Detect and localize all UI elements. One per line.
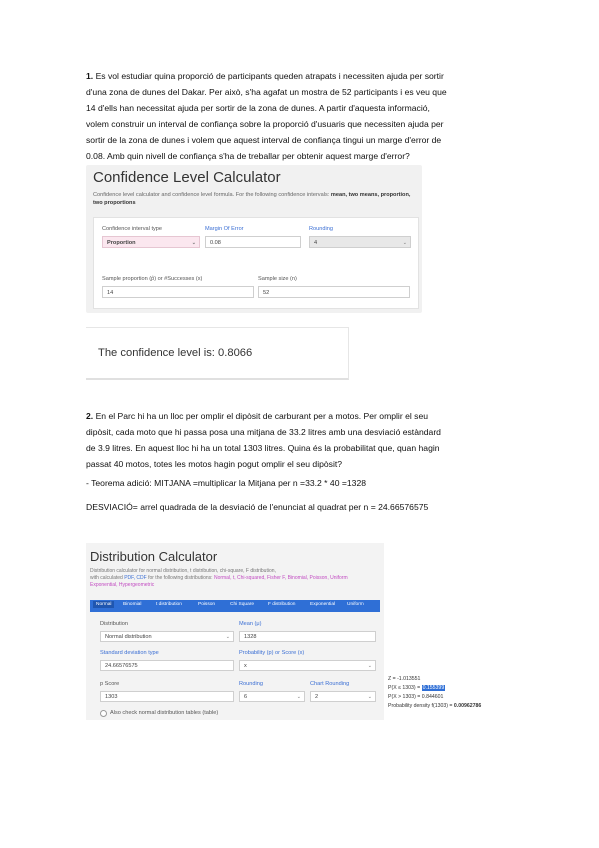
addition-theorem-note: - Teorema adició: MITJANA =multiplicar la Mitjana per n =33.2 * 40 =1328 bbox=[86, 478, 366, 488]
p-left-tail: P(X ≤ 1303) = 0.155399 bbox=[388, 685, 445, 691]
interval-type-label: Confidence interval type bbox=[102, 226, 163, 232]
sample-proportion-input[interactable]: 14 bbox=[102, 286, 254, 298]
tab-poisson[interactable]: Poisson bbox=[198, 602, 216, 607]
confidence-calculator-description: Confidence level calculator and confidence level formula. For the following confidence intervals: mean, two means, proportion, two proportions bbox=[93, 192, 411, 206]
tab-uniform[interactable]: Uniform bbox=[347, 602, 364, 607]
confidence-result-text: The confidence level is: 0.8066 bbox=[98, 347, 253, 359]
margin-of-error-input[interactable]: 0.08 bbox=[205, 236, 301, 248]
question-1-line: 0.08. Amb quin nivell de confiança s'ha de treballar per obtenir aquest marge d'error? bbox=[86, 151, 410, 161]
distribution-results bbox=[384, 672, 512, 716]
distribution-calculator bbox=[86, 543, 384, 720]
distribution-calculator-title: Distribution Calculator bbox=[90, 549, 218, 564]
chevron-down-icon: ⌄ bbox=[296, 694, 301, 700]
distributions-link-2[interactable]: Exponential, Hypergeometric bbox=[90, 582, 155, 588]
p-left-value: 0.155399 bbox=[422, 685, 445, 691]
question-1 bbox=[86, 68, 516, 164]
standard-deviation-input[interactable]: 24.66576575 bbox=[100, 660, 234, 671]
interval-type-select[interactable]: Proportion ⌄ bbox=[102, 236, 200, 248]
tab-normal[interactable]: Normal bbox=[93, 601, 114, 608]
distribution-tabs bbox=[90, 600, 380, 612]
confidence-input-panel bbox=[93, 217, 419, 309]
sample-size-label: Sample size (n) bbox=[258, 276, 297, 282]
question-2-line: dipòsit, cada moto que hi passa posa una mitjana de 33.2 litres amb una desviació estàndard bbox=[86, 427, 441, 437]
confidence-calculator-title: Confidence Level Calculator bbox=[93, 169, 281, 186]
rounding-label: Rounding bbox=[239, 681, 263, 687]
question-2-line: de 3.9 litres. En aquest lloc hi ha un total 1303 litres. Quina és la probabilitat que, quan hagin bbox=[86, 443, 440, 453]
standard-deviation-label: Standard deviation type bbox=[100, 650, 159, 656]
sample-size-input[interactable]: 52 bbox=[258, 286, 410, 298]
tables-checkbox[interactable] bbox=[100, 710, 107, 717]
chevron-down-icon: ⌄ bbox=[402, 240, 407, 246]
probability-or-score-select[interactable]: x ⌄ bbox=[239, 660, 376, 671]
tab-binomial[interactable]: Binomial bbox=[123, 602, 142, 607]
question-1-line: d'una zona de dunes del Dakar. Per això, s'ha agafat un mostra de 52 participants i es veu que bbox=[86, 87, 447, 97]
tables-checkbox-label: Also check normal distribution tables (table) bbox=[110, 710, 219, 716]
margin-of-error-label: Margin Of Error bbox=[205, 226, 244, 232]
tab-t-distribution[interactable]: t distribution bbox=[156, 602, 182, 607]
score-label: p Score bbox=[100, 681, 120, 687]
question-1-line: sortir de la zona de dunes i volem que aquest interval de confiança tingui un marge d'error de bbox=[86, 135, 442, 145]
distribution-select[interactable]: Normal distribution ⌄ bbox=[100, 631, 234, 642]
score-input[interactable]: 1303 bbox=[100, 691, 234, 702]
rounding-select[interactable]: 4 ⌄ bbox=[309, 236, 411, 248]
tab-f-distribution[interactable]: F distribution bbox=[268, 602, 296, 607]
confidence-result-box bbox=[86, 327, 349, 380]
mean-label: Mean (μ) bbox=[239, 621, 262, 627]
question-1-line: 14 d'ells han necessitat ajuda per sortir de la zona de dunes. A partir d'aquesta informació, bbox=[86, 103, 430, 113]
p-right-tail: P(X > 1303) = 0.844601 bbox=[388, 694, 444, 700]
tab-exponential[interactable]: Exponential bbox=[310, 602, 336, 607]
distributions-link[interactable]: Normal, t, Chi-squared, Fisher F, Binomial, Poisson, Uniform bbox=[213, 575, 348, 581]
chevron-down-icon: ⌄ bbox=[367, 663, 372, 669]
sample-proportion-label: Sample proportion (p̂) or #Successes (x) bbox=[102, 276, 203, 282]
rounding-select[interactable]: 6 ⌄ bbox=[239, 691, 305, 702]
tab-chi-square[interactable]: Chi Square bbox=[230, 602, 254, 607]
question-2 bbox=[86, 408, 516, 472]
probability-density: Probability density f(1303) = 0.00962786 bbox=[388, 703, 482, 709]
probability-or-score-label: Probability (p) or Score (x) bbox=[239, 650, 305, 656]
chevron-down-icon: ⌄ bbox=[191, 240, 196, 246]
question-2-line: 2. En el Parc hi ha un lloc per omplir el dipòsit de carburant per a motos. Per omplir el seu bbox=[86, 411, 429, 421]
rounding-label: Rounding bbox=[309, 226, 333, 232]
z-score: Z = -1.013551 bbox=[388, 676, 421, 682]
distribution-label: Distribution bbox=[100, 621, 128, 627]
chevron-down-icon: ⌄ bbox=[367, 694, 372, 700]
confidence-calculator bbox=[86, 165, 422, 313]
question-1-line: volem construir un interval de confiança sobre la proporció d'usuaris que necessiten ajuda per bbox=[86, 119, 444, 129]
chart-rounding-label: Chart Rounding bbox=[310, 681, 350, 687]
distribution-calculator-description: Distribution calculator for normal distribution, t distribution, chi-square, F distribution, with calculated PDF, CDF for the following distributions: Normal, t, Chi-squared, Fisher F, Binomial, Poisson, Uniform Exponential, Hypergeometric bbox=[90, 568, 380, 589]
question-2-number: 2. bbox=[86, 411, 94, 421]
pdf-cdf-link[interactable]: PDF, CDF bbox=[124, 575, 147, 581]
question-1-line: 1. Es vol estudiar quina proporció de participants queden atrapats i necessiten ajuda per sortir bbox=[86, 71, 444, 81]
question-1-number: 1. bbox=[86, 71, 94, 81]
deviation-note: DESVIACIÓ= arrel quadrada de la desviació de l'enunciat al quadrat per n = 24.66576575 bbox=[86, 502, 429, 512]
chevron-down-icon: ⌄ bbox=[225, 634, 230, 640]
chart-rounding-select[interactable]: 2 ⌄ bbox=[310, 691, 376, 702]
mean-input[interactable]: 1328 bbox=[239, 631, 376, 642]
question-2-line: passat 40 motos, totes les motos hagin pogut omplir el seu dipòsit? bbox=[86, 459, 343, 469]
